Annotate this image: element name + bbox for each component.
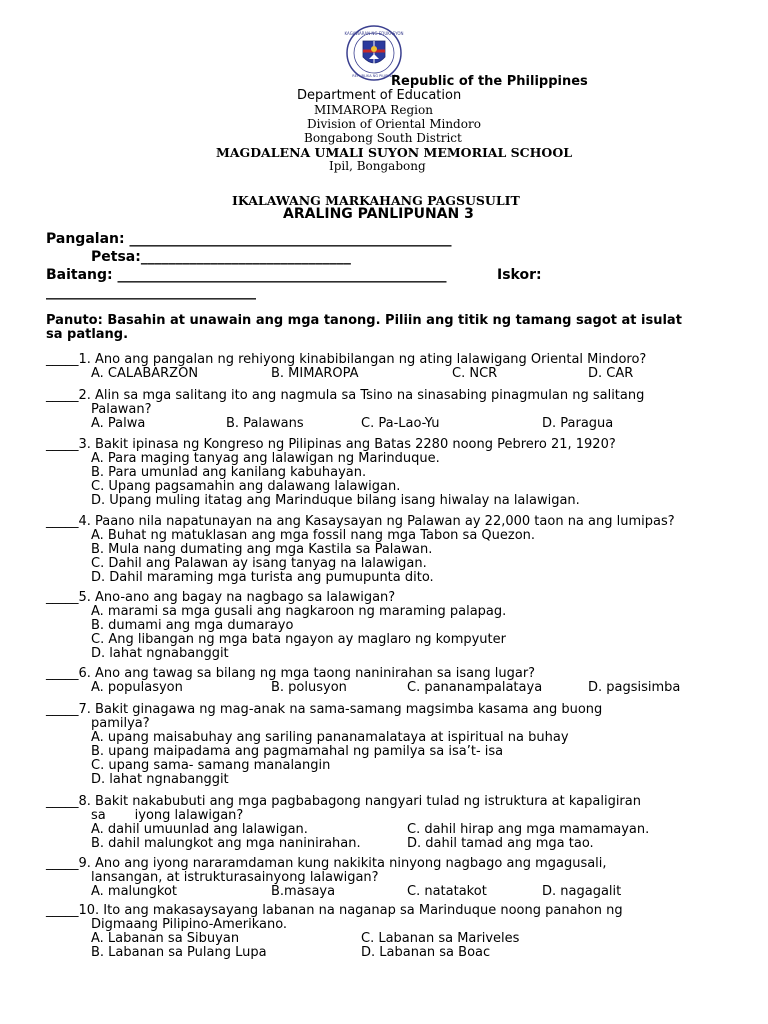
question-7: _____7. Bakit ginagawa ng mag-anak na sama-samang magsimba kasama ang buong	[46, 702, 603, 717]
question-8: _____8. Bakit nakabubuti ang mga pagbabagong nangyari tulad ng istruktura at kapaligiran	[46, 794, 641, 809]
region-heading: MIMAROPA Region	[314, 103, 433, 117]
svg-text:KAGAWARAN NG EDUKASYON: KAGAWARAN NG EDUKASYON	[344, 31, 404, 36]
district-heading: Bongabong South District	[304, 131, 462, 145]
q9-option-d: D. nagagalit	[542, 884, 622, 899]
subject-title: ARALING PANLIPUNAN 3	[283, 206, 474, 222]
question-10: _____10. Ito ang makasaysayang labanan na naganap sa Marinduque noong panahon ng	[46, 903, 623, 918]
q10-option-c: C. Labanan sa Mariveles	[361, 931, 520, 946]
svg-text:REPUBLIKA NG PILIPINAS: REPUBLIKA NG PILIPINAS	[352, 74, 396, 78]
school-name: MAGDALENA UMALI SUYON MEMORIAL SCHOOL	[216, 145, 572, 160]
petsa-field: Petsa:______________________________	[91, 249, 351, 265]
q6-option-d: D. pagsisimba	[588, 680, 681, 695]
q10-option-d: D. Labanan sa Boac	[361, 945, 491, 960]
q2-option-d: D. Paragua	[542, 416, 614, 431]
question-2: _____2. Alin sa mga salitang ito ang nagmula sa Tsino na sinasabing pinagmulan ng salitang	[46, 388, 645, 403]
q1-option-a: A. CALABARZON	[91, 366, 199, 381]
republic-heading: Republic of the Philippines	[391, 74, 588, 89]
question-5: _____5. Ano-ano ang bagay na nagbago sa lalawigan?	[46, 590, 396, 605]
q1-option-c: C. NCR	[452, 366, 498, 381]
question-1: _____1. Ano ang pangalan ng rehiyong kinabibilangan ng ating lalawigang Oriental Mindoro?	[46, 352, 647, 367]
q10-option-b: B. Labanan sa Pulang Lupa	[91, 945, 267, 960]
q3-option-a: A. Para maging tanyag ang lalawigan ng Marinduque.	[91, 451, 440, 466]
question-10-cont: Digmaang Pilipino-Amerikano.	[91, 917, 288, 932]
q6-option-a: A. populasyon	[91, 680, 183, 695]
question-8-cont: sa iyong lalawigan?	[91, 808, 244, 823]
q7-option-c: C. upang sama- samang manalangin	[91, 758, 331, 773]
q8-option-c: C. dahil hirap ang mga mamamayan.	[407, 822, 650, 837]
q6-option-c: C. pananampalataya	[407, 680, 543, 695]
question-4: _____4. Paano nila napatunayan na ang Kasaysayan ng Palawan ay 22,000 taon na ang lumipas?	[46, 514, 675, 529]
division-heading: Division of Oriental Mindoro	[307, 117, 481, 131]
question-3: _____3. Bakit ipinasa ng Kongreso ng Pilipinas ang Batas 2280 noong Pebrero 21, 1920?	[46, 437, 616, 452]
question-9: _____9. Ano ang iyong nararamdaman kung nakikita ninyong nagbago ang mgagusali,	[46, 856, 607, 871]
q5-option-a: A. marami sa mga gusali ang nagkaroon ng maraming palapag.	[91, 604, 507, 619]
q9-option-c: C. natatakot	[407, 884, 487, 899]
iskor-line: ______________________________	[46, 284, 256, 300]
iskor-label: Iskor:	[497, 267, 542, 283]
q5-option-d: D. lahat ngnabanggit	[91, 646, 229, 661]
q7-option-a: A. upang maisabuhay ang sariling pananamalataya at ispiritual na buhay	[91, 730, 569, 745]
q4-option-c: C. Dahil ang Palawan ay isang tanyag na lalawigan.	[91, 556, 427, 571]
q10-option-a: A. Labanan sa Sibuyan	[91, 931, 240, 946]
q8-option-d: D. dahil tamad ang mga tao.	[407, 836, 594, 851]
q8-option-b: B. dahil malungkot ang mga naninirahan.	[91, 836, 361, 851]
q7-option-d: D. lahat ngnabanggit	[91, 772, 229, 787]
q2-option-c: C. Pa-Lao-Yu	[361, 416, 440, 431]
exam-title: IKALAWANG MARKAHANG PAGSUSULIT	[232, 193, 520, 208]
q5-option-b: B. dumami ang mga dumarayo	[91, 618, 294, 633]
q6-option-b: B. polusyon	[271, 680, 347, 695]
q5-option-c: C. Ang libangan ng mga bata ngayon ay maglaro ng kompyuter	[91, 632, 506, 647]
q3-option-d: D. Upang muling itatag ang Marinduque bilang isang hiwalay na lalawigan.	[91, 493, 580, 508]
q1-option-d: D. CAR	[588, 366, 634, 381]
q2-option-a: A. Palwa	[91, 416, 146, 431]
instructions-line-1: Panuto: Basahin at unawain ang mga tanong. Piliin ang titik ng tamang sagot at isulat	[46, 313, 682, 328]
q9-option-b: B.masaya	[271, 884, 336, 899]
instructions-line-2: sa patlang.	[46, 327, 129, 342]
q8-option-a: A. dahil umuunlad ang lalawigan.	[91, 822, 308, 837]
q4-option-b: B. Mula nang dumating ang mga Kastila sa Palawan.	[91, 542, 433, 557]
pangalan-field: Pangalan: ______________________________________________	[46, 231, 452, 247]
q3-option-c: C. Upang pagsamahin ang dalawang lalawigan.	[91, 479, 401, 494]
deped-seal-logo	[341, 25, 407, 81]
baitang-field: Baitang: _______________________________________________	[46, 267, 447, 283]
department-heading: Department of Education	[297, 88, 462, 103]
q3-option-b: B. Para umunlad ang kanilang kabuhayan.	[91, 465, 367, 480]
q7-option-b: B. upang maipadama ang pagmamahal ng pamilya sa isa’t- isa	[91, 744, 504, 759]
school-address: Ipil, Bongabong	[329, 159, 426, 173]
q4-option-d: D. Dahil maraming mga turista ang pumupunta dito.	[91, 570, 434, 585]
question-6: _____6. Ano ang tawag sa bilang ng mga taong naninirahan sa isang lugar?	[46, 666, 536, 681]
q4-option-a: A. Buhat ng matuklasan ang mga fossil nang mga Tabon sa Quezon.	[91, 528, 536, 543]
question-2-cont: Palawan?	[91, 402, 152, 417]
q2-option-b: B. Palawans	[226, 416, 304, 431]
question-9-cont: lansangan, at istrukturasainyong lalawigan?	[91, 870, 379, 885]
q1-option-b: B. MIMAROPA	[271, 366, 359, 381]
q9-option-a: A. malungkot	[91, 884, 178, 899]
question-7-cont: pamilya?	[91, 716, 150, 731]
